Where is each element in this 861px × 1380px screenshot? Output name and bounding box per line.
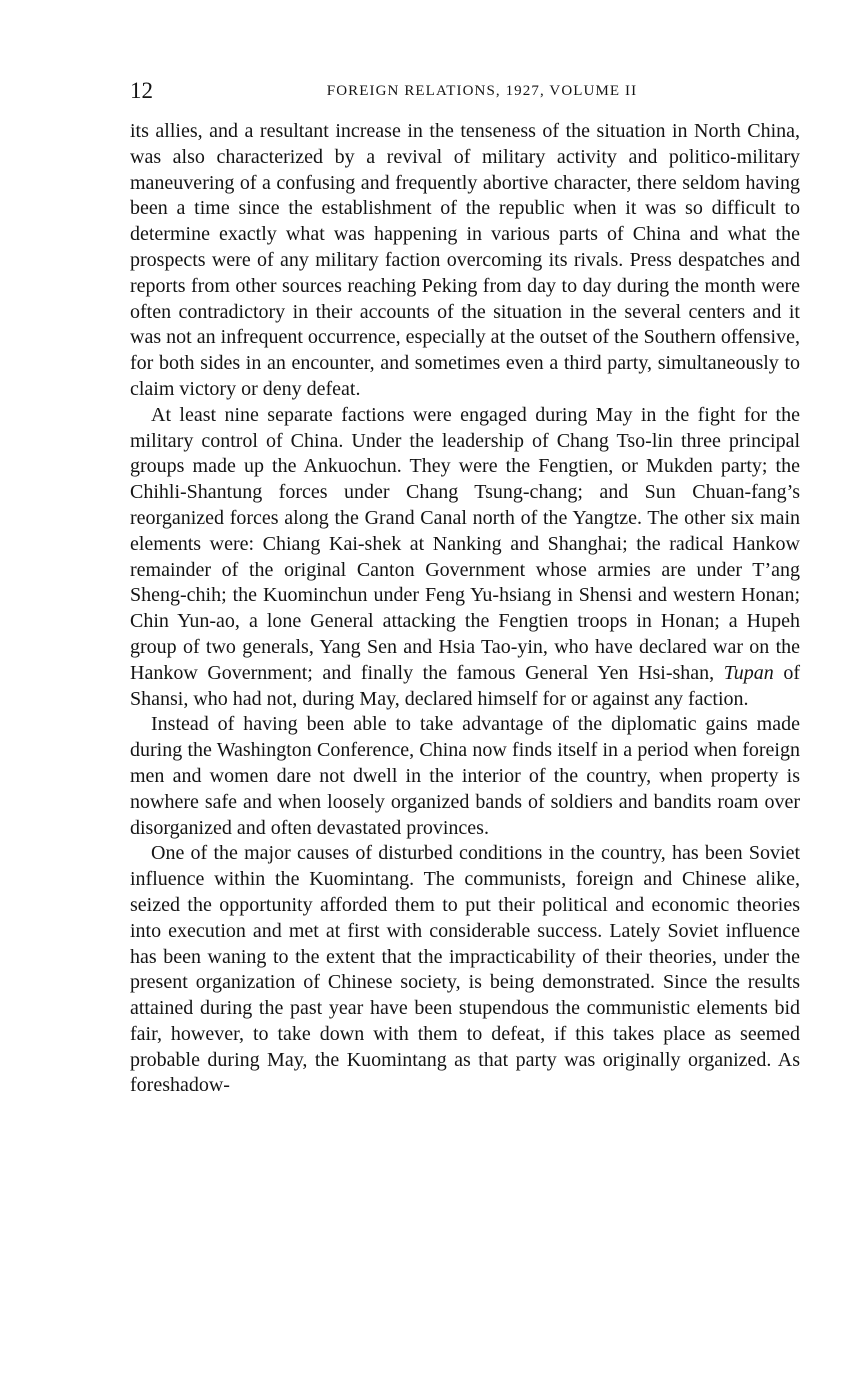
- page-number: 12: [130, 78, 153, 103]
- running-title: FOREIGN RELATIONS, 1927, VOLUME II: [326, 83, 638, 99]
- paragraph-continuation: its allies, and a resultant increase in the tenseness of the situation in North China, was also characterized by a revival of military activity and politico-military maneuvering of a confusing and frequently abortive character, there seldom having been a time since the establishment of the republic when it was so difficult to determine exactly what was happening in various parts of China and what the prospects were of any military faction overcoming its rivals. Press despatches and reports from other sources reaching Peking from day to day during the month were often contradictory in their accounts of the situation in the several centers and it was not an infrequent occurrence, especially at the outset of the Southern offensive, for both sides in an encounter, and sometimes even a third party, simultaneously to claim victory or deny defeat.: [130, 120, 800, 400]
- paragraph-soviet-influence: One of the major causes of disturbed conditions in the country, has been Soviet influence within the Kuomintang. The communists, foreign and Chinese alike, seized the opportunity afforded them to put their political and economic theories into execution and met at first with considerable success. Lately Soviet influence has been waning to the extent that the impracticability of their theories, under the present organization of Chinese society, is being demonstrated. Since the results attained during the past year have been stupendous the communistic elements bid fair, however, to take down with them to defeat, if this takes place as seemed probable during May, the Kuomintang as that party was originally organized. As foreshadow-: [130, 842, 800, 1097]
- body-text: [130, 119, 800, 1099]
- italic-term: Tupan: [723, 661, 774, 684]
- page-header: [130, 76, 800, 106]
- paragraph-factions: [130, 403, 800, 713]
- paragraph-factions-text: At least nine separate factions were engaged during May in the fight for the military control of China. Under the leadership of Chang Tso-lin three principal groups made up the Ankuochun. They were the Fengtien, or Mukden party; the Chihli-Shantung forces under Chang Tsung-chang; and Sun Chuan-fang’s reorganized forces along the Grand Canal north of the Yangtze. The other six main elements were: Chiang Kai-shek at Nanking and Shanghai; the radical Hankow remainder of the original Canton Government whose armies are under T’ang Sheng-chih; the Kuominchun under Feng Yu-hsiang in Shensi and western Honan; Chin Yun-ao, a lone General attacking the Fengtien troops in Honan; a Hupeh group of two generals, Yang Sen and Hsia Tao-yin, who have declared war on the Hankow Government; and finally the famous General Yen Hsi-shan,: [130, 403, 800, 684]
- paragraph-diplomatic-gains: Instead of having been able to take advantage of the diplomatic gains made during the Washington Conference, China now finds itself in a period when foreign men and women dare not dwell in the interior of the country, when property is nowhere safe and when loosely organized bands of soldiers and bandits roam over disorganized and often devastated provinces.: [130, 713, 800, 839]
- paragraph-factions-text-end: of Shansi, who had not, during May, declared himself for or against any faction.: [130, 661, 801, 710]
